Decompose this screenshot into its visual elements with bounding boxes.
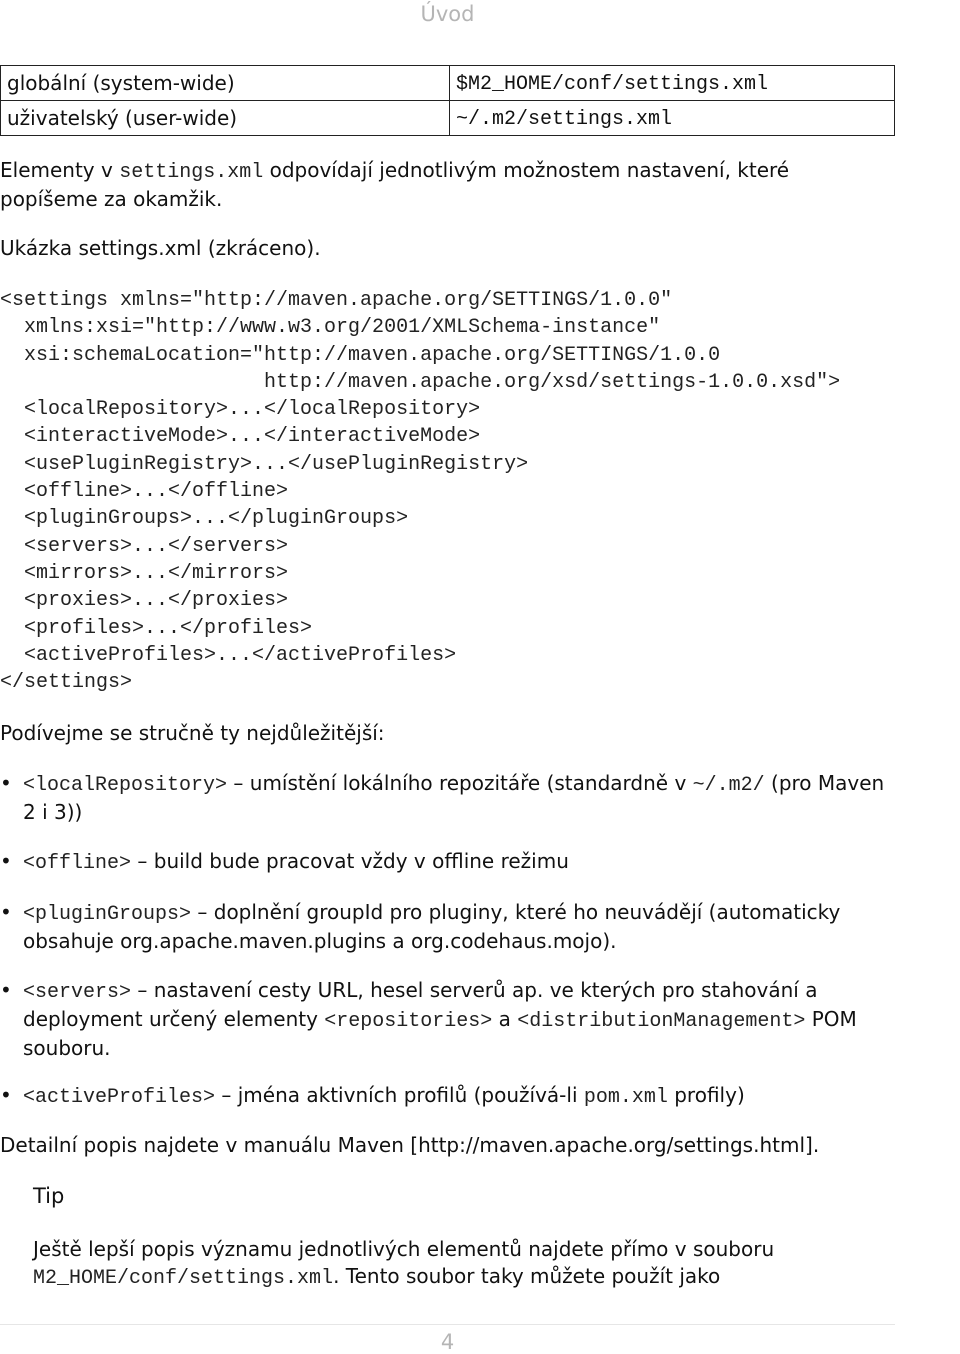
bullet-text: – umístění lokálního repozitáře (standardně v: [227, 771, 693, 795]
tip-body: [33, 1236, 893, 1292]
intro-paragraph: [0, 157, 880, 213]
code-line: </settings>: [0, 671, 133, 695]
bullet-tag: <pluginGroups>: [23, 903, 192, 926]
code-line: <proxies>...</proxies>: [0, 589, 289, 613]
table-row: [1, 101, 895, 136]
code-line: <interactiveMode>...</interactiveMode>: [0, 425, 481, 449]
settings-location-table: [0, 65, 895, 136]
bullet-text: POM souboru.: [23, 1007, 857, 1060]
bullet-inline-code: <repositories>: [324, 1010, 493, 1033]
running-header: Úvod: [420, 2, 475, 26]
path-cell: [450, 66, 895, 101]
code-line: http://maven.apache.org/xsd/settings-1.0.0.xsd">: [0, 370, 841, 394]
settings-code-block: [0, 287, 840, 696]
code-line: <offline>...</offline>: [0, 480, 289, 504]
bullet-dot-icon: •: [0, 978, 12, 1002]
bullet-dot-icon: •: [0, 849, 12, 873]
intro-prefix: Elementy v: [0, 158, 120, 182]
page-divider: [0, 1324, 895, 1325]
code-line: <settings xmlns="http://maven.apache.org/SETTINGS/1.0.0": [0, 289, 673, 312]
bullet-text: – nastavení cesty URL, hesel serverů ap. ve kterých pro stahování a deployment určený elementy: [23, 978, 818, 1031]
bullet-inline-code: ~/.m2/: [692, 774, 765, 797]
bullet-text: – build bude pracovat vždy v offline režimu: [131, 849, 569, 873]
bullet-body: [23, 899, 900, 955]
bullet-body: [23, 770, 900, 826]
bullet-tag: <localRepository>: [23, 774, 228, 797]
bullet-inline-code: pom.xml: [583, 1086, 668, 1109]
bullet-text: – doplnění groupId pro pluginy, které ho neuvádějí (automaticky obsahuje org.apache.maven.plugins a org.codehaus.mojo).: [23, 900, 841, 953]
code-line: xmlns:xsi="http://www.w3.org/2001/XMLSchema-instance": [0, 316, 661, 340]
important-heading: Podívejme se stručně ty nejdůležitější:: [0, 721, 385, 745]
bullet-body: [23, 848, 900, 877]
bullet-text: (pro Maven 2 i 3)): [23, 771, 885, 824]
tip-label: Tip: [33, 1184, 65, 1208]
code-line: <mirrors>...</mirrors>: [0, 561, 289, 585]
bullet-dot-icon: •: [0, 1083, 12, 1107]
bullet-inline-code: <distributionManagement>: [517, 1010, 806, 1033]
bullet-tag: <offline>: [23, 852, 132, 875]
tip-text: . Tento soubor taky můžete použít jako: [333, 1264, 721, 1288]
bullet-text: profily): [667, 1083, 745, 1107]
scope-cell: uživatelský (user-wide): [1, 101, 450, 136]
path-text: $M2_HOME/conf/settings.xml: [456, 73, 769, 96]
bullet-body: [23, 1082, 900, 1111]
bullet-tag: <servers>: [23, 981, 132, 1004]
code-line: <servers>...</servers>: [0, 534, 289, 558]
bullet-body: [23, 977, 900, 1062]
intro-code: settings.xml: [119, 161, 264, 184]
example-heading: Ukázka settings.xml (zkráceno).: [0, 236, 321, 260]
code-line: xsi:schemaLocation="http://maven.apache.org/SETTINGS/1.0.0: [0, 343, 721, 367]
bullet-text: – jména aktivních profilů (používá-li: [215, 1083, 584, 1107]
bullet-text: a: [492, 1007, 518, 1031]
code-line: <usePluginRegistry>...</usePluginRegistry>: [0, 452, 529, 476]
code-line: <pluginGroups>...</pluginGroups>: [0, 507, 409, 531]
path-cell: [450, 101, 895, 136]
detail-paragraph: Detailní popis najdete v manuálu Maven [http://maven.apache.org/settings.html].: [0, 1133, 820, 1157]
bullet-tag: <activeProfiles>: [23, 1086, 216, 1109]
code-line: <localRepository>...</localRepository>: [0, 398, 481, 422]
page-number: 4: [440, 1330, 455, 1354]
path-text: ~/.m2/settings.xml: [456, 108, 673, 131]
code-line: <activeProfiles>...</activeProfiles>: [0, 643, 457, 667]
intro-suffix: odpovídají jednotlivým možnostem nastavení, které popíšeme za okamžik.: [0, 158, 790, 211]
bullet-dot-icon: •: [0, 771, 12, 795]
code-line: <profiles>...</profiles>: [0, 616, 313, 640]
table-row: [1, 66, 895, 101]
bullet-dot-icon: •: [0, 900, 12, 924]
tip-text: Ještě lepší popis významu jednotlivých elementů najdete přímo v souboru: [33, 1237, 775, 1261]
scope-cell: globální (system-wide): [1, 66, 450, 101]
tip-inline-code: M2_HOME/conf/settings.xml: [33, 1267, 334, 1290]
